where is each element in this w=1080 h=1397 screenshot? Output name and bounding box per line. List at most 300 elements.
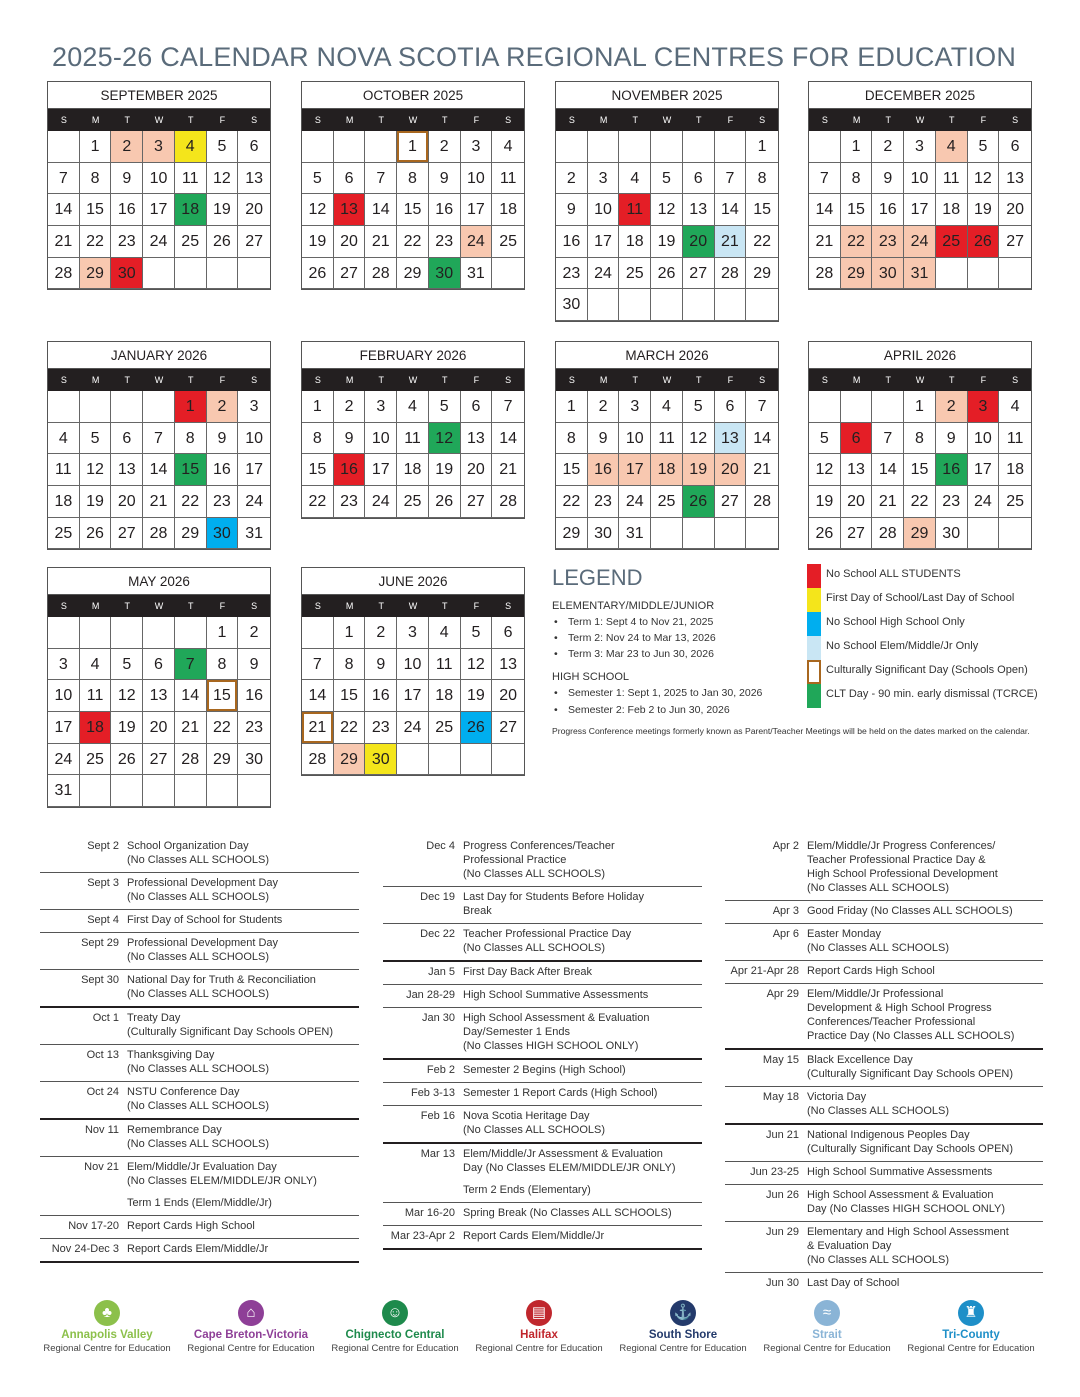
day-cell: 3	[397, 617, 429, 649]
day-cell: 9	[556, 194, 588, 226]
event-description: First Day Back After Break	[463, 966, 592, 978]
day-cell: 6	[715, 391, 747, 423]
day-cell: 14	[365, 194, 397, 226]
month-calendar	[47, 341, 271, 550]
legend-swatch	[807, 660, 821, 684]
event-date: Apr 3	[772, 905, 799, 917]
day-cell: 10	[461, 163, 493, 195]
day-cell: 15	[334, 680, 366, 712]
event-description: Report Cards Elem/Middle/Jr	[127, 1243, 269, 1255]
day-cell: 5	[207, 131, 239, 163]
event-description: Elem/Middle/Jr Assessment & Evaluation Day (No Classes ELEM/MIDDLE/JR ONLY)	[463, 1148, 676, 1174]
empty-cell	[111, 775, 143, 807]
day-cell: 13	[461, 423, 493, 455]
legend-key	[807, 612, 1067, 636]
day-cell: 17	[968, 454, 1000, 486]
empty-cell	[746, 289, 778, 321]
day-cell: 31	[461, 258, 493, 290]
logo-subtitle: Regional Centre for Education	[475, 1343, 603, 1354]
empty-cell	[588, 131, 620, 163]
day-cell: 24	[365, 486, 397, 518]
day-cell: 4	[48, 423, 80, 455]
weekday-label: M	[599, 375, 608, 385]
empty-cell	[175, 775, 207, 807]
weekday-label: T	[124, 601, 131, 611]
legend-key	[807, 684, 1067, 708]
empty-cell	[715, 131, 747, 163]
day-cell: 10	[968, 423, 1000, 455]
weekday-label: W	[154, 601, 164, 611]
day-cell: 8	[207, 649, 239, 681]
day-cell: 9	[872, 163, 904, 195]
day-cell: 13	[999, 163, 1031, 195]
day-cell: 14	[872, 454, 904, 486]
weekday-label: S	[60, 115, 67, 125]
day-cell: 27	[238, 226, 270, 258]
event-date: Nov 24-Dec 3	[51, 1243, 119, 1255]
empty-cell	[429, 744, 461, 776]
day-cell: 15	[841, 194, 873, 226]
day-cell: 24	[143, 226, 175, 258]
regional-centre-logo	[472, 1300, 606, 1355]
day-cell: 3	[968, 391, 1000, 423]
day-cell: 21	[143, 486, 175, 518]
empty-cell	[968, 518, 1000, 550]
month-calendar	[555, 341, 779, 550]
weekday-header	[302, 369, 524, 391]
day-cell: 30	[111, 258, 143, 290]
event-row	[725, 1222, 1043, 1273]
event-date: Jun 21	[765, 1129, 799, 1141]
day-cell: 22	[841, 226, 873, 258]
weekday-label: W	[662, 375, 672, 385]
event-date: May 18	[762, 1091, 799, 1103]
legend-key-label: No School ALL STUDENTS	[826, 568, 961, 580]
event-row	[383, 836, 702, 887]
day-cell: 4	[80, 649, 112, 681]
empty-cell	[80, 391, 112, 423]
weekday-label: W	[915, 115, 925, 125]
event-description: Report Cards High School	[127, 1220, 255, 1232]
day-cell: 16	[334, 454, 366, 486]
empty-cell	[461, 744, 493, 776]
logo-name: Strait	[812, 1329, 842, 1341]
legend-swatch	[807, 588, 821, 612]
day-cell: 12	[651, 194, 683, 226]
empty-cell	[175, 258, 207, 290]
day-cell: 19	[302, 226, 334, 258]
day-cell: 23	[556, 258, 588, 290]
day-cell: 1	[904, 391, 936, 423]
weekday-label: S	[60, 375, 67, 385]
weekday-header	[48, 369, 270, 391]
day-cell: 26	[651, 258, 683, 290]
event-description: Treaty Day (Culturally Significant Day Schools OPEN)	[127, 1012, 334, 1038]
day-cell: 3	[619, 391, 651, 423]
day-cell: 30	[238, 744, 270, 776]
day-cell: 1	[841, 131, 873, 163]
event-description: High School Summative Assessments	[807, 1166, 993, 1178]
day-cell: 25	[619, 258, 651, 290]
weekday-label: T	[695, 115, 702, 125]
empty-cell	[809, 391, 841, 423]
day-cell: 11	[651, 423, 683, 455]
weekday-label: T	[441, 375, 448, 385]
day-cell: 28	[746, 486, 778, 518]
day-cell: 3	[588, 163, 620, 195]
day-cell: 16	[207, 454, 239, 486]
day-cell: 13	[683, 194, 715, 226]
event-date: Jan 30	[421, 1012, 455, 1024]
event-column	[383, 836, 702, 1250]
month-header: FEBRUARY 2026	[302, 342, 524, 369]
day-cell: 26	[429, 486, 461, 518]
day-cell: 26	[80, 518, 112, 550]
day-cell: 2	[238, 617, 270, 649]
day-cell: 20	[683, 226, 715, 258]
weekday-label: S	[60, 601, 67, 611]
event-row	[725, 1273, 1043, 1295]
day-cell: 30	[207, 518, 239, 550]
month-header: MARCH 2026	[556, 342, 778, 369]
empty-cell	[999, 258, 1031, 290]
event-row	[40, 1045, 359, 1082]
empty-cell	[334, 131, 366, 163]
event-date: Sept 30	[81, 974, 119, 986]
weekday-label: S	[1012, 115, 1019, 125]
event-date: Sept 2	[87, 840, 119, 852]
weekday-label: M	[345, 115, 354, 125]
day-cell: 27	[841, 518, 873, 550]
day-cell: 17	[365, 454, 397, 486]
day-cell: 14	[143, 454, 175, 486]
logo-subtitle: Regional Centre for Education	[619, 1343, 747, 1354]
day-cell: 7	[175, 649, 207, 681]
day-cell: 25	[175, 226, 207, 258]
day-cell: 19	[111, 712, 143, 744]
day-cell: 7	[715, 163, 747, 195]
month-calendar	[47, 81, 271, 290]
day-cell: 9	[334, 423, 366, 455]
day-cell: 16	[872, 194, 904, 226]
event-row	[40, 910, 359, 933]
day-cell: 14	[175, 680, 207, 712]
days-grid	[556, 131, 778, 321]
weekday-label: T	[441, 115, 448, 125]
month-header: DECEMBER 2025	[809, 82, 1031, 109]
day-cell: 20	[143, 712, 175, 744]
day-cell: 21	[175, 712, 207, 744]
day-cell: 13	[715, 423, 747, 455]
day-cell: 17	[904, 194, 936, 226]
logo-subtitle: Regional Centre for Education	[331, 1343, 459, 1354]
day-cell: 28	[48, 258, 80, 290]
day-cell: 9	[207, 423, 239, 455]
event-row	[383, 1060, 702, 1083]
day-cell: 6	[683, 163, 715, 195]
day-cell: 18	[651, 454, 683, 486]
day-cell: 16	[936, 454, 968, 486]
day-cell: 20	[334, 226, 366, 258]
weekday-label: M	[345, 375, 354, 385]
day-cell: 4	[492, 131, 524, 163]
day-cell: 29	[175, 518, 207, 550]
weekday-label: F	[473, 375, 480, 385]
event-description: School Organization Day (No Classes ALL SCHOOLS)	[127, 840, 270, 866]
day-cell: 31	[904, 258, 936, 290]
event-date: Oct 24	[86, 1086, 119, 1098]
day-cell: 5	[651, 163, 683, 195]
event-date: Dec 19	[420, 891, 455, 903]
event-row	[40, 836, 359, 873]
day-cell: 7	[746, 391, 778, 423]
day-cell: 12	[968, 163, 1000, 195]
day-cell: 25	[492, 226, 524, 258]
day-cell: 12	[461, 649, 493, 681]
day-cell: 21	[365, 226, 397, 258]
day-cell: 17	[143, 194, 175, 226]
day-cell: 5	[429, 391, 461, 423]
day-cell: 25	[80, 744, 112, 776]
day-cell: 17	[619, 454, 651, 486]
event-description: Last Day of School	[807, 1277, 900, 1289]
day-cell: 29	[746, 258, 778, 290]
day-cell: 23	[111, 226, 143, 258]
event-description: Semester 1 Report Cards (High School)	[463, 1087, 658, 1099]
day-cell: 13	[238, 163, 270, 195]
day-cell: 15	[80, 194, 112, 226]
day-cell: 4	[651, 391, 683, 423]
weekday-label: S	[759, 115, 766, 125]
weekday-label: W	[915, 375, 925, 385]
day-cell: 17	[397, 680, 429, 712]
day-cell: 1	[80, 131, 112, 163]
empty-cell	[238, 258, 270, 290]
day-cell: 24	[904, 226, 936, 258]
event-date	[383, 1183, 463, 1197]
day-cell: 9	[936, 423, 968, 455]
day-cell: 25	[429, 712, 461, 744]
event-date: Sept 29	[81, 937, 119, 949]
event-date: Mar 16-20	[404, 1207, 455, 1219]
month-header: MAY 2026	[48, 568, 270, 595]
day-cell: 5	[461, 617, 493, 649]
day-cell: 11	[48, 454, 80, 486]
day-cell: 11	[492, 163, 524, 195]
event-description: Good Friday (No Classes ALL SCHOOLS)	[807, 905, 1013, 917]
day-cell: 28	[143, 518, 175, 550]
school-house-icon: ⌂	[238, 1300, 264, 1326]
day-cell: 23	[334, 486, 366, 518]
day-cell: 5	[80, 423, 112, 455]
book-icon: ▤	[526, 1300, 552, 1326]
legend-elem-term: • Term 2: Nov 24 to Mar 13, 2026	[568, 632, 716, 644]
weekday-label: T	[885, 115, 892, 125]
day-cell: 17	[588, 226, 620, 258]
day-cell: 19	[429, 454, 461, 486]
day-cell: 8	[397, 163, 429, 195]
day-cell: 9	[588, 423, 620, 455]
weekday-label: T	[124, 115, 131, 125]
day-cell: 24	[397, 712, 429, 744]
empty-cell	[175, 617, 207, 649]
weekday-header	[48, 109, 270, 131]
day-cell: 3	[461, 131, 493, 163]
event-row	[40, 1082, 359, 1120]
day-cell: 10	[365, 423, 397, 455]
day-cell: 11	[429, 649, 461, 681]
day-cell: 21	[872, 486, 904, 518]
event-date	[40, 1196, 127, 1210]
day-cell: 19	[968, 194, 1000, 226]
day-cell: 1	[556, 391, 588, 423]
legend-key	[807, 636, 1067, 660]
weekday-label: F	[219, 601, 226, 611]
event-row	[725, 1050, 1043, 1087]
day-cell: 7	[48, 163, 80, 195]
month-calendar	[301, 341, 525, 519]
event-date: Jun 30	[765, 1277, 799, 1289]
empty-cell	[143, 617, 175, 649]
empty-cell	[143, 391, 175, 423]
weekday-header	[302, 595, 524, 617]
legend-high-term: • Semester 1: Sept 1, 2025 to Jan 30, 2026	[568, 687, 762, 699]
legend-swatch	[807, 612, 821, 636]
day-cell: 3	[48, 649, 80, 681]
event-row	[383, 1106, 702, 1144]
day-cell: 6	[492, 617, 524, 649]
empty-cell	[143, 258, 175, 290]
day-cell: 20	[715, 454, 747, 486]
day-cell: 7	[365, 163, 397, 195]
weekday-label: F	[980, 115, 987, 125]
day-cell: 19	[80, 486, 112, 518]
weekday-label: F	[980, 375, 987, 385]
weekday-label: T	[632, 375, 639, 385]
event-date: Sept 3	[87, 877, 119, 889]
days-grid	[48, 617, 270, 807]
day-cell: 23	[588, 486, 620, 518]
empty-cell	[207, 775, 239, 807]
event-description: Elem/Middle/Jr Progress Conferences/ Teacher Professional Practice Day & High School Professional Development (No Classes ALL SCHOOLS)	[807, 840, 998, 894]
logo-name: Halifax	[520, 1329, 558, 1341]
day-cell: 26	[683, 486, 715, 518]
weekday-label: S	[251, 375, 258, 385]
event-description: Elem/Middle/Jr Evaluation Day (No Classes ELEM/MIDDLE/JR ONLY)	[127, 1161, 317, 1187]
day-cell: 3	[904, 131, 936, 163]
day-cell: 10	[619, 423, 651, 455]
event-row	[725, 924, 1043, 961]
month-calendar	[301, 81, 525, 290]
day-cell: 26	[968, 226, 1000, 258]
weekday-label: S	[568, 375, 575, 385]
day-cell: 19	[809, 486, 841, 518]
empty-cell	[48, 617, 80, 649]
month-calendar	[808, 81, 1032, 290]
day-cell: 20	[238, 194, 270, 226]
day-cell: 15	[207, 680, 239, 712]
day-cell: 18	[492, 194, 524, 226]
logo-name: Annapolis Valley	[61, 1329, 153, 1341]
day-cell: 20	[461, 454, 493, 486]
day-cell: 28	[302, 744, 334, 776]
day-cell: 29	[904, 518, 936, 550]
day-cell: 7	[872, 423, 904, 455]
event-row	[725, 901, 1043, 924]
event-row	[40, 1157, 359, 1193]
day-cell: 22	[302, 486, 334, 518]
day-cell: 9	[238, 649, 270, 681]
weekday-label: T	[187, 601, 194, 611]
day-cell: 31	[48, 775, 80, 807]
legend-high-term: • Semester 2: Feb 2 to Jun 30, 2026	[568, 704, 730, 716]
waves-icon: ≈	[814, 1300, 840, 1326]
logo-subtitle: Regional Centre for Education	[763, 1343, 891, 1354]
empty-cell	[397, 744, 429, 776]
event-column	[40, 836, 359, 1263]
empty-cell	[302, 131, 334, 163]
weekday-label: F	[219, 375, 226, 385]
weekday-label: W	[154, 375, 164, 385]
day-cell: 12	[80, 454, 112, 486]
event-description: National Indigenous Peoples Day (Culturally Significant Day Schools OPEN)	[807, 1129, 1014, 1155]
event-date: Apr 21-Apr 28	[730, 965, 799, 977]
day-cell: 25	[936, 226, 968, 258]
day-cell: 23	[936, 486, 968, 518]
days-grid	[48, 391, 270, 549]
weekday-header	[302, 109, 524, 131]
day-cell: 26	[207, 226, 239, 258]
event-row	[725, 1125, 1043, 1162]
day-cell: 15	[397, 194, 429, 226]
day-cell: 21	[746, 454, 778, 486]
day-cell: 1	[397, 131, 429, 163]
day-cell: 16	[111, 194, 143, 226]
weekday-label: W	[408, 115, 418, 125]
day-cell: 22	[746, 226, 778, 258]
day-cell: 23	[429, 226, 461, 258]
empty-cell	[492, 744, 524, 776]
lighthouse-icon: ♜	[958, 1300, 984, 1326]
weekday-label: S	[251, 601, 258, 611]
event-date: Feb 16	[420, 1110, 455, 1122]
event-date: Feb 3-13	[410, 1087, 455, 1099]
day-cell: 6	[841, 423, 873, 455]
day-cell: 23	[365, 712, 397, 744]
weekday-header	[809, 369, 1031, 391]
day-cell: 10	[48, 680, 80, 712]
event-date: Jan 5	[428, 966, 455, 978]
day-cell: 15	[175, 454, 207, 486]
weekday-label: S	[821, 375, 828, 385]
event-date: Dec 4	[426, 840, 455, 852]
day-cell: 27	[683, 258, 715, 290]
day-cell: 10	[238, 423, 270, 455]
day-cell: 31	[619, 518, 651, 550]
day-cell: 29	[80, 258, 112, 290]
weekday-label: F	[473, 601, 480, 611]
day-cell: 29	[207, 744, 239, 776]
month-calendar	[301, 567, 525, 776]
day-cell: 18	[80, 712, 112, 744]
event-row	[383, 887, 702, 924]
event-row	[725, 1185, 1043, 1222]
weekday-label: W	[408, 601, 418, 611]
weekday-label: S	[251, 115, 258, 125]
day-cell: 11	[619, 194, 651, 226]
event-description: Elementary and High School Assessment & Evaluation Day (No Classes ALL SCHOOLS)	[807, 1226, 1009, 1266]
empty-cell	[365, 131, 397, 163]
